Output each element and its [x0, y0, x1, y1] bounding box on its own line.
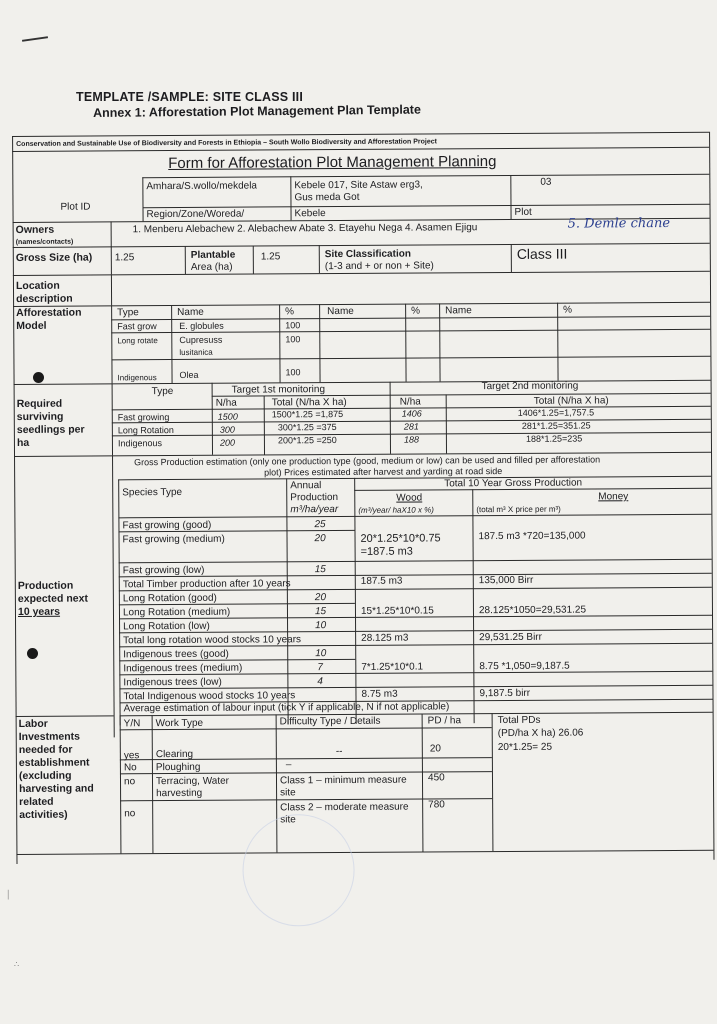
management-form [12, 122, 714, 866]
ind-good-label: Indigenous trees (good) [123, 648, 229, 661]
labor-row-yn: no [123, 776, 136, 788]
species-type-header: Species Type [122, 486, 183, 499]
annual-header-1: Annual [290, 480, 322, 492]
long-money-calc: 28.125*1050=29,531.25 [478, 604, 587, 617]
region-value: Amhara/S.wollo/mekdela [146, 180, 258, 193]
ind-total-label: Total Indigenous wood stocks 10 years [123, 690, 296, 703]
fast-money-calc: 187.5 m3 *720=135,000 [478, 530, 586, 543]
gross-size-value: 1.25 [114, 252, 135, 264]
site-classification-label: Site Classification [324, 248, 411, 261]
seedlings-label-3: seedlings per [16, 423, 85, 436]
labor-row-work: Terracing, Water [155, 775, 230, 788]
production-label-2: expected next [17, 592, 88, 605]
model-label-2: Model [16, 319, 47, 332]
handwritten-owner: 5. Demle chane [567, 215, 671, 232]
gross-size-label: Gross Size (ha) [15, 251, 93, 264]
labor-label-4: establishment [18, 756, 90, 769]
ind-good-value: 10 [315, 648, 327, 660]
labor-row-details: Class 1 – minimum measure [279, 774, 407, 787]
labor-row-work: Ploughing [155, 761, 201, 774]
production-note-1: Gross Production estimation (only one production type (good, medium or low) can be used and filled per afforestation [134, 454, 601, 468]
difficulty-header: Difficulty Type / Details [279, 715, 381, 728]
long-total-money: 29,531.25 Birr [479, 631, 542, 644]
seedling-row-type: Long Rotation [117, 425, 174, 436]
labor-note: Average estimation of labour input (tick Y if applicable, N if not applicable) [123, 701, 450, 715]
ind-total-money: 9,187.5 birr [479, 687, 531, 700]
model-row-name-2: lusitanica [179, 347, 213, 357]
labor-row-details-2: site [280, 814, 296, 826]
model-row-name: Cupresuss [179, 334, 223, 345]
faint-stamp [242, 814, 355, 927]
site-classification-hint: (1-3 and + or non + Site) [324, 260, 434, 273]
money-header: Money [598, 491, 629, 503]
plot-value: 03 [540, 176, 552, 188]
labor-label-5: (excluding [18, 769, 72, 782]
fast-medium-label: Fast growing (medium) [122, 533, 225, 546]
labor-row-yn: no [124, 808, 136, 820]
ind-low-label: Indigenous trees (low) [123, 676, 222, 689]
long-wood-calc: 15*1.25*10*0.15 [360, 605, 434, 617]
model-pct-header-3: % [563, 304, 573, 316]
fast-wood-calc-1: 20*1.25*10*0.75 [360, 532, 441, 545]
punch-hole [27, 648, 38, 659]
long-low-label: Long Rotation (low) [123, 620, 210, 633]
model-row-type: Fast grow [117, 321, 157, 332]
long-medium-value: 15 [314, 606, 327, 618]
target-2-total-header: Total (N/ha X ha) [533, 395, 609, 407]
owners-label: Owners [15, 223, 55, 236]
production-label-1: Production [17, 579, 74, 592]
seedlings-label-4: ha [16, 436, 30, 449]
timber-total-label: Total Timber production after 10 years [122, 578, 291, 591]
long-total-wood: 28.125 m3 [361, 632, 409, 644]
ind-money-calc: 8.75 *1,050=9,187.5 [479, 660, 570, 673]
labor-row-details: -- [335, 745, 343, 758]
seedling-row-nha1: 200 [219, 437, 236, 448]
labor-row-yn: No [123, 762, 137, 774]
timber-total-money: 135,000 Birr [478, 574, 534, 587]
margin-scribble: ∴ [14, 960, 20, 969]
seedling-row-total1: 200*1.25 =250 [277, 435, 337, 446]
model-pct-header: % [285, 306, 295, 318]
margin-scribble: │ [6, 890, 11, 899]
punch-hole [33, 372, 44, 383]
labor-label-8: activities) [19, 808, 68, 821]
model-row-type: Indigenous [117, 373, 157, 383]
seedling-row-total2: 281*1.25=351.25 [521, 420, 591, 431]
long-low-value: 10 [315, 620, 327, 632]
total-pd-value: 20*1.25= 25 [497, 741, 553, 754]
long-medium-label: Long Rotation (medium) [122, 606, 231, 619]
work-type-header: Work Type [155, 717, 204, 730]
total-pd-header-1: Total PDs [497, 714, 541, 727]
model-row-pct: 100 [285, 367, 301, 378]
labor-row-pd: 450 [427, 772, 445, 784]
model-name-header-2: Name [327, 305, 354, 318]
plot-label: Plot [514, 206, 532, 218]
target-1-nha-header: N/ha [215, 397, 237, 409]
plantable-value: 1.25 [260, 251, 281, 263]
model-type-header: Type [117, 307, 139, 319]
kebele-label: Kebele [294, 208, 326, 220]
production-note-2: plot) Prices estimated after harvest and yarding at road side [264, 466, 503, 478]
seedling-row-nha2: 1406 [401, 408, 422, 419]
annex-title: Annex 1: Afforestation Plot Management Plan Template [93, 102, 421, 120]
total-pd-header-2: (PD/ha X ha) 26.06 [497, 727, 584, 740]
template-title: TEMPLATE /SAMPLE: SITE CLASS III [76, 90, 304, 104]
labor-row-work: Clearing [155, 748, 194, 761]
seedling-row-type: Fast growing [117, 412, 170, 423]
seedling-row-total2: 188*1.25=235 [525, 433, 583, 444]
fast-medium-value: 20 [314, 533, 326, 545]
model-row-type: Long rotate [117, 336, 158, 346]
production-label-3: 10 years [17, 605, 61, 618]
seedling-row-nha1: 300 [219, 424, 235, 435]
ind-total-wood: 8.75 m3 [361, 688, 398, 700]
wood-unit: (m³/year/ haX10 x %) [358, 505, 434, 515]
long-good-value: 20 [314, 592, 327, 604]
money-unit: (total m³ X price per m³) [476, 504, 561, 515]
seedling-row-total2: 1406*1.25=1,757.5 [517, 407, 595, 418]
labor-label-3: needed for [18, 743, 73, 756]
labor-label-1: Labor [18, 717, 48, 730]
long-good-label: Long Rotation (good) [122, 592, 217, 605]
total-production-header: Total 10 Year Gross Production [444, 477, 583, 490]
labor-row-details: Class 2 – moderate measure [280, 801, 409, 814]
ind-medium-label: Indigenous trees (medium) [123, 662, 243, 675]
labor-label-2: Investments [18, 730, 81, 743]
owners-sublabel: (names/contacts) [15, 238, 74, 246]
labor-row-pd: 20 [429, 743, 441, 755]
yn-header: Y/N [123, 718, 141, 730]
labor-row-work-2: harvesting [156, 787, 203, 800]
seedling-row-nha1: 1500 [217, 411, 238, 422]
model-row-pct: 100 [285, 334, 301, 345]
fast-wood-calc-2: =187.5 m3 [360, 545, 413, 558]
seedling-row-type: Indigenous [117, 438, 163, 449]
long-total-label: Total long rotation wood stocks 10 years [123, 634, 302, 647]
model-row-name: Olea [179, 369, 199, 380]
seedling-row-total1: 300*1.25 =375 [277, 422, 337, 433]
site-class-value: Class III [516, 245, 568, 262]
model-name-header: Name [177, 306, 204, 318]
plantable-label-1: Plantable [190, 249, 236, 261]
project-line: Conservation and Sustainable Use of Biodiversity and Forests in Ethiopia – South Wollo Biodiversity and Afforestation Project [16, 138, 437, 148]
location-label-2: description [16, 292, 73, 305]
model-row-pct: 100 [285, 320, 301, 331]
timber-total-wood: 187.5 m3 [360, 575, 403, 587]
labor-row-pd: 780 [428, 799, 445, 811]
target-1-header: Target 1st monitoring [231, 384, 326, 396]
kebele-value-1: Kebele 017, Site Astaw erg3, [294, 179, 423, 192]
fast-good-label: Fast growing (good) [122, 519, 212, 532]
region-label: Region/Zone/Woreda/ [146, 208, 245, 221]
pd-header: PD / ha [427, 715, 462, 727]
seedlings-label-2: surviving [16, 410, 64, 423]
fast-low-value: 15 [314, 564, 326, 576]
location-label-1: Location [15, 279, 60, 292]
kebele-value-2: Gus meda Got [294, 191, 360, 204]
seedlings-label-1: Required [16, 397, 63, 410]
labor-label-6: harvesting and [19, 782, 94, 795]
wood-header: Wood [396, 492, 423, 504]
seedling-row-nha2: 281 [403, 421, 419, 432]
model-label-1: Afforestation [16, 306, 82, 319]
fast-low-label: Fast growing (low) [122, 564, 205, 577]
labor-row-details: – [285, 759, 292, 771]
fast-good-value: 25 [314, 519, 326, 531]
owners-value: 1. Menberu Alebachew 2. Alebachew Abate 3. Etayehu Nega 4. Asamen Ejigu [132, 222, 478, 236]
ind-medium-value: 7 [317, 662, 323, 674]
seedling-row-nha2: 188 [403, 434, 419, 445]
model-pct-header-2: % [411, 305, 421, 317]
seedling-row-total1: 1500*1.25 =1,875 [271, 408, 344, 420]
model-name-header-3: Name [445, 305, 472, 317]
form-title: Form for Afforestation Plot Management Planning [168, 153, 497, 173]
plot-id-label: Plot ID [60, 201, 91, 213]
target-1-total-header: Total (N/ha X ha) [271, 396, 347, 409]
target-2-nha-header: N/ha [399, 396, 421, 408]
pen-mark [22, 36, 48, 42]
labor-row-details-2: site [280, 787, 296, 799]
annual-header-2: Production [290, 492, 339, 504]
labor-row-yn: yes [123, 750, 140, 762]
plantable-label-2: Area (ha) [190, 261, 233, 273]
ind-wood-calc: 7*1.25*10*0.1 [361, 661, 424, 673]
model-row-name: E. globules [179, 320, 224, 331]
seedlings-type-header: Type [151, 386, 174, 398]
target-2-header: Target 2nd monitoring [481, 380, 579, 393]
ind-low-value: 4 [317, 676, 323, 688]
annual-header-3: m³/ha/year [290, 504, 339, 516]
labor-label-7: related [19, 795, 54, 808]
